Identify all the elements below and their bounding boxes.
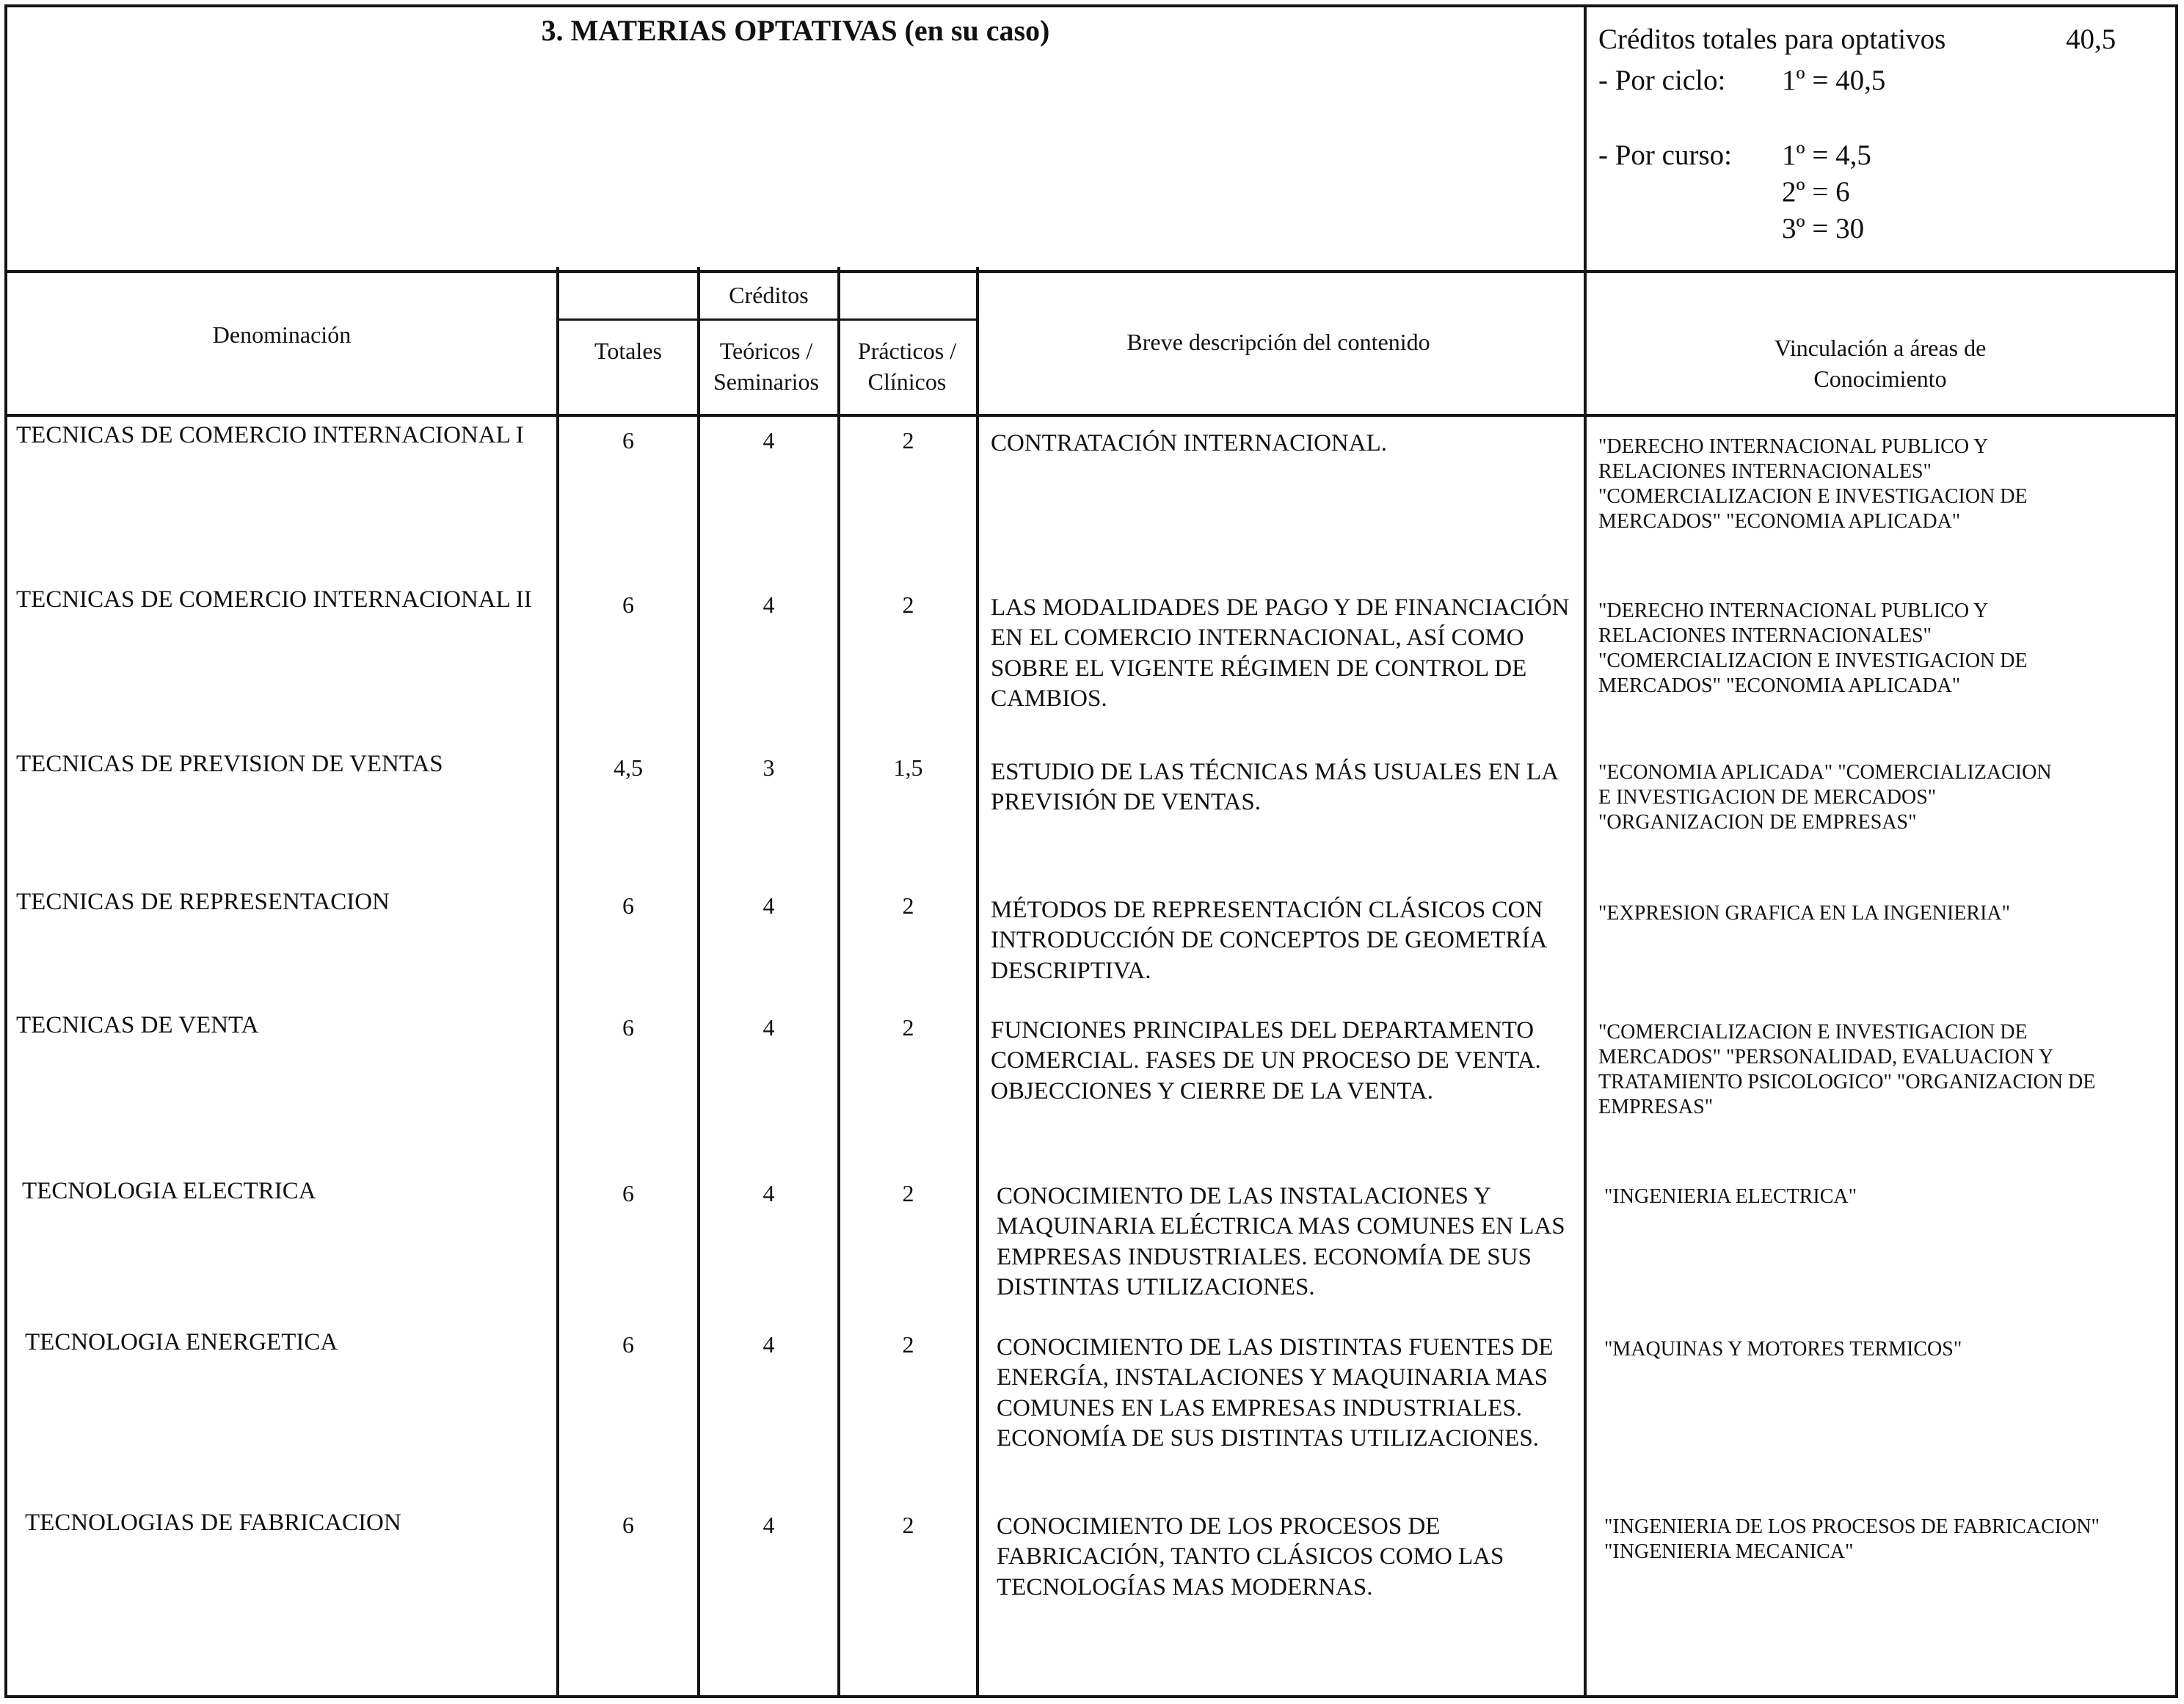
row-areas: "COMERCIALIZACION E INVESTIGACION DE MERCADOS" "PERSONALIDAD, EVALUACION Y TRATAMIENTO PSICOLOGICO" "ORGANIZACION DE EMPRESAS" <box>1598 1021 2096 1119</box>
header-teoricos: Teóricos / Seminarios <box>713 338 819 395</box>
row-practicos: 2 <box>902 1512 914 1538</box>
row-descripcion: CONTRATACIÓN INTERNACIONAL. <box>991 430 1387 456</box>
row-name: TECNOLOGIA ELECTRICA <box>22 1178 316 1204</box>
row-totales: 6 <box>622 427 634 454</box>
border-bottom <box>4 1695 2178 1698</box>
row-practicos: 2 <box>902 1014 914 1041</box>
row-practicos: 2 <box>902 892 914 919</box>
row-areas: "EXPRESION GRAFICA EN LA INGENIERIA" <box>1598 902 2011 925</box>
row-descripcion: CONOCIMIENTO DE LAS INSTALACIONES Y MAQUINARIA ELÉCTRICA MAS COMUNES EN LAS EMPRESAS INDUSTRIALES. ECONOMÍA DE SUS DISTINTAS UTILIZACIONES. <box>997 1183 1565 1300</box>
row-teoricos: 4 <box>762 591 775 618</box>
row-totales: 6 <box>622 1180 634 1206</box>
header-totales: Totales <box>594 338 662 364</box>
row-descripcion: LAS MODALIDADES DE PAGO Y DE FINANCIACIÓN EN EL COMERCIO INTERNACIONAL, ASÍ COMO SOBRE EL VIGENTE RÉGIMEN DE CONTROL DE CAMBIOS. <box>991 594 1570 712</box>
row-name: TECNICAS DE PREVISION DE VENTAS <box>16 751 443 777</box>
row-teoricos: 3 <box>762 754 775 781</box>
row-practicos: 2 <box>902 1180 914 1206</box>
row-descripcion: CONOCIMIENTO DE LAS DISTINTAS FUENTES DE ENERGÍA, INSTALACIONES Y MAQUINARIA MAS COMUNES EN LAS EMPRESAS INDUSTRIALES. ECONOMÍA DE SUS DISTINTAS UTILIZACIONES. <box>997 1334 1554 1452</box>
row-areas: "ECONOMIA APLICADA" "COMERCIALIZACION E INVESTIGACION DE MERCADOS" "ORGANIZACION DE EMPRESAS" <box>1598 761 2052 834</box>
row-teoricos: 4 <box>762 1180 775 1206</box>
header-denominacion: Denominación <box>212 321 352 348</box>
border-top <box>4 4 2178 7</box>
row-teoricos: 4 <box>762 1331 775 1358</box>
row-totales: 6 <box>622 1331 634 1358</box>
row-name: TECNICAS DE COMERCIO INTERNACIONAL II <box>16 586 532 613</box>
divider-header-top <box>4 270 2178 273</box>
header-descripcion: Breve descripción del contenido <box>1126 329 1430 355</box>
summary-total-value: 40,5 <box>2066 23 2116 55</box>
border-left <box>4 4 7 1698</box>
row-totales: 4,5 <box>614 754 643 781</box>
header-practicos: Prácticos / Clínicos <box>857 338 957 395</box>
col-line-3 <box>837 267 840 1698</box>
row-practicos: 2 <box>902 1331 914 1358</box>
row-totales: 6 <box>622 892 634 919</box>
row-areas: "INGENIERIA DE LOS PROCESOS DE FABRICACION" "INGENIERIA MECANICA" <box>1604 1515 2100 1564</box>
divider-creditos <box>556 318 979 321</box>
row-descripcion: CONOCIMIENTO DE LOS PROCESOS DE FABRICACIÓN, TANTO CLÁSICOS COMO LAS TECNOLOGÍAS MAS MODERNAS. <box>997 1513 1504 1601</box>
row-descripcion: ESTUDIO DE LAS TÉCNICAS MÁS USUALES EN LA PREVISIÓN DE VENTAS. <box>991 759 1558 816</box>
row-areas: "MAQUINAS Y MOTORES TERMICOS" <box>1604 1338 1962 1361</box>
row-teoricos: 4 <box>762 427 775 454</box>
row-descripcion: MÉTODOS DE REPRESENTACIÓN CLÁSICOS CON INTRODUCCIÓN DE CONCEPTOS DE GEOMETRÍA DESCRIPTIVA. <box>991 897 1546 984</box>
row-totales: 6 <box>622 591 634 618</box>
summary-curso-value: 3º = 30 <box>1782 213 1865 244</box>
divider-header-bottom <box>4 414 2178 417</box>
row-practicos: 2 <box>902 427 914 454</box>
row-practicos: 2 <box>902 591 914 618</box>
border-right <box>2175 4 2178 1698</box>
row-name: TECNICAS DE COMERCIO INTERNACIONAL I <box>16 422 524 448</box>
row-areas: "DERECHO INTERNACIONAL PUBLICO Y RELACIONES INTERNACIONALES" "COMERCIALIZACION E INVESTIGACION DE MERCADOS" "ECONOMIA APLICADA" <box>1598 435 2028 534</box>
row-descripcion: FUNCIONES PRINCIPALES DEL DEPARTAMENTO COMERCIAL. FASES DE UN PROCESO DE VENTA. OBJECCIONES Y CIERRE DE LA VENTA. <box>991 1017 1541 1104</box>
page-title: 3. MATERIAS OPTATIVAS (en su caso) <box>541 14 1050 47</box>
summary-curso-value: 1º = 4,5 <box>1782 139 1871 171</box>
row-teoricos: 4 <box>762 1014 775 1041</box>
row-practicos: 1,5 <box>893 754 923 781</box>
header-creditos: Créditos <box>729 282 809 308</box>
divider-title-summary <box>1584 4 1587 1698</box>
summary-ciclo-label: - Por ciclo: <box>1598 65 1726 96</box>
summary-curso-value: 2º = 6 <box>1782 176 1850 208</box>
row-name: TECNICAS DE REPRESENTACION <box>16 889 390 915</box>
row-totales: 6 <box>622 1512 634 1538</box>
row-totales: 6 <box>622 1014 634 1041</box>
col-line-2 <box>697 267 700 1698</box>
col-line-1 <box>556 267 559 1698</box>
row-teoricos: 4 <box>762 1512 775 1538</box>
row-areas: "INGENIERIA ELECTRICA" <box>1604 1185 1857 1208</box>
header-vinculacion: Vinculación a áreas de Conocimiento <box>1774 335 1987 392</box>
row-teoricos: 4 <box>762 892 775 919</box>
row-name: TECNOLOGIAS DE FABRICACION <box>25 1510 401 1536</box>
row-name: TECNOLOGIA ENERGETICA <box>25 1329 338 1355</box>
row-areas: "DERECHO INTERNACIONAL PUBLICO Y RELACIONES INTERNACIONALES" "COMERCIALIZACION E INVESTIGACION DE MERCADOS" "ECONOMIA APLICADA" <box>1598 600 2028 698</box>
row-name: TECNICAS DE VENTA <box>16 1012 259 1038</box>
summary-curso-label: - Por curso: <box>1598 139 1732 171</box>
summary-ciclo-value: 1º = 40,5 <box>1782 65 1886 96</box>
summary-total-label: Créditos totales para optativos <box>1598 23 1946 55</box>
col-line-4 <box>976 267 979 1698</box>
